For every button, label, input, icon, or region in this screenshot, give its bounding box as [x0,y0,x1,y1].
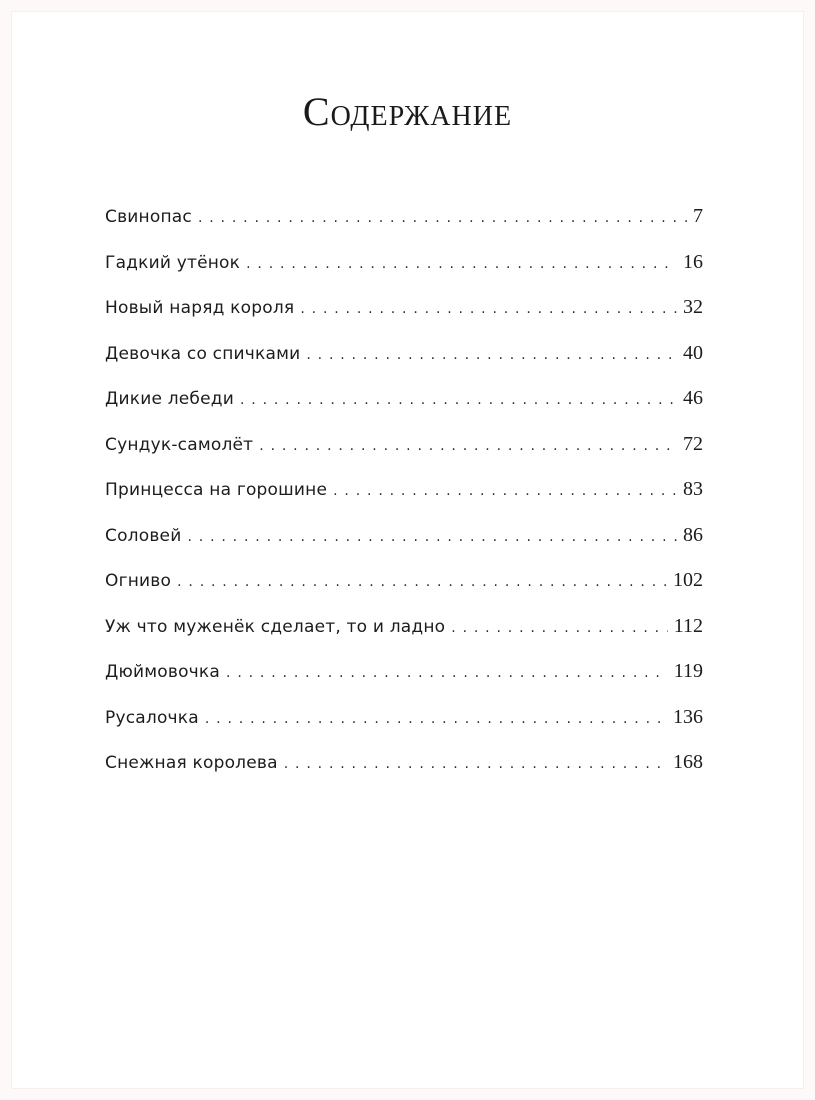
dot-leader [187,529,677,545]
toc-entry [105,524,703,570]
toc-entry-page: 168 [673,751,703,773]
toc-entry [105,706,703,752]
toc-entry-title: Свинопас [105,207,192,227]
toc-entry-page: 32 [683,296,703,318]
toc-entry-page: 16 [683,250,703,273]
toc-entry [105,296,703,342]
toc-entry-page: 102 [673,569,703,591]
toc-entry-page: 72 [683,432,703,455]
dot-leader [240,392,677,408]
toc-entry-page: 46 [683,387,703,409]
toc-entry-page: 83 [683,478,703,500]
dot-leader [259,438,677,454]
toc-entry-title: Девочка со спичками [105,343,301,364]
toc-entry [105,660,703,706]
dot-leader [284,756,667,772]
dot-leader [226,665,668,681]
toc-entry-title: Русалочка [105,707,199,728]
toc-entry [105,751,703,797]
dot-leader [300,301,677,317]
page-title: Содержание [302,89,513,134]
dot-leader [177,574,667,590]
toc-entry [105,569,703,615]
toc-entry-title: Гадкий утёнок [105,252,241,273]
toc-entry [105,387,703,433]
toc-entry [105,478,703,524]
table-of-contents [105,205,703,797]
dot-leader [205,711,667,727]
dot-leader [333,483,677,499]
toc-entry-title: Соловей [105,525,182,546]
toc-entry-page: 119 [673,660,703,682]
toc-entry-title: Уж что муженёк сделает, то и ладно [105,616,446,637]
toc-entry [105,251,703,297]
toc-entry-title: Дикие лебеди [105,389,234,409]
dot-leader [246,256,677,272]
toc-entry-title: Сундук-самолёт [105,434,254,455]
toc-entry [105,205,703,251]
toc-entry-title: Снежная королева [105,753,278,773]
toc-entry-title: Дюймовочка [105,662,221,682]
toc-entry-page: 40 [683,341,703,364]
dot-leader [306,347,677,363]
dot-leader [198,210,687,226]
toc-entry-page: 86 [683,523,703,546]
toc-entry-page: 136 [673,705,703,728]
toc-entry [105,342,703,388]
toc-entry-page: 7 [693,205,703,227]
dot-leader [451,620,667,636]
toc-entry [105,615,703,661]
toc-entry-title: Огниво [105,571,172,591]
toc-entry-page: 112 [673,614,703,637]
toc-entry-title: Принцесса на горошине [105,480,328,500]
toc-entry-title: Новый наряд короля [105,298,295,318]
toc-entry [105,433,703,479]
